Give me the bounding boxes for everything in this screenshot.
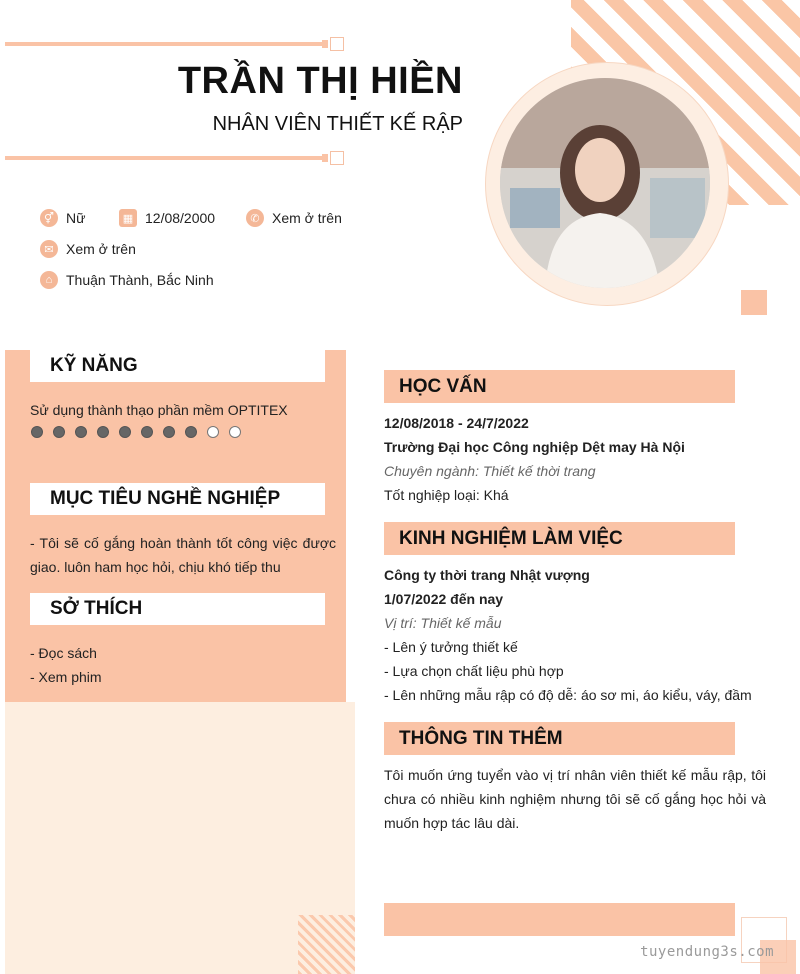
hobby-item: - Đọc sách — [30, 645, 97, 661]
education-grade: Tốt nghiệp loại: Khá — [384, 487, 509, 503]
header-line-top-box — [330, 37, 344, 51]
contact-gender-value: Nữ — [66, 210, 86, 226]
experience-heading: KINH NGHIỆM LÀM VIỆC — [384, 522, 735, 555]
experience-task: - Lên những mẫu rập có độ dễ: áo sơ mi, áo kiểu, váy, đầm — [384, 687, 752, 703]
experience-company: Công ty thời trang Nhật vượng — [384, 567, 590, 583]
email-icon: ✉ — [40, 240, 58, 258]
skills-heading: KỸ NĂNG — [30, 350, 325, 382]
experience-position: Vị trí: Thiết kế mẫu — [384, 615, 502, 631]
experience-period: 1/07/2022 đến nay — [384, 591, 504, 607]
header-line-bottom-cap — [322, 154, 328, 162]
contact-email-value: Xem ở trên — [66, 241, 136, 257]
skill-item: Sử dụng thành thạo phần mềm OPTITEX — [30, 402, 288, 418]
decor-square — [741, 290, 767, 315]
experience-task: - Lên ý tưởng thiết kế — [384, 639, 518, 655]
contact-address-value: Thuận Thành, Bắc Ninh — [66, 272, 214, 288]
skill-rating-dot — [141, 426, 153, 438]
extra-heading: THÔNG TIN THÊM — [384, 722, 735, 755]
skill-rating-dot — [31, 426, 43, 438]
skill-rating — [31, 426, 251, 438]
education-major: Chuyên ngành: Thiết kế thời trang — [384, 463, 596, 479]
decor-stripes-bottom-left — [298, 915, 355, 974]
contact-phone-value: Xem ở trên — [272, 210, 342, 226]
header-line-top — [5, 42, 325, 46]
decor-white-block — [735, 205, 800, 285]
contact-phone — [246, 209, 342, 227]
skill-rating-dot — [207, 426, 219, 438]
skill-rating-dot — [97, 426, 109, 438]
decor-bottom-bar — [384, 903, 735, 936]
skill-rating-dot — [75, 426, 87, 438]
calendar-icon: ▦ — [119, 209, 137, 227]
profile-photo-illustration — [500, 78, 710, 288]
experience-task: - Lựa chọn chất liệu phù hợp — [384, 663, 564, 679]
header-line-bottom — [5, 156, 325, 160]
phone-icon: ✆ — [246, 209, 264, 227]
contact-address — [40, 271, 214, 289]
objective-text: - Tôi sẽ cố gắng hoàn thành tốt công việc được giao. luôn ham học hỏi, chịu khó tiếp thu — [30, 535, 336, 575]
home-icon: ⌂ — [40, 271, 58, 289]
education-heading: HỌC VẤN — [384, 370, 735, 403]
contact-gender — [40, 209, 85, 227]
extra-text: Tôi muốn ứng tuyển vào vị trí nhân viên thiết kế mẫu rập, tôi chưa có nhiều kinh nghiệm nhưng tôi sẽ cố gắng học hỏi và muốn hợp tác lâu dài. — [384, 767, 766, 831]
candidate-role: NHÂN VIÊN THIẾT KẾ RẬP — [212, 113, 463, 135]
education-school: Trường Đại học Công nghiệp Dệt may Hà Nội — [384, 439, 685, 455]
objective-heading: MỤC TIÊU NGHỀ NGHIỆP — [30, 483, 325, 515]
skill-rating-dot — [185, 426, 197, 438]
contact-birthday — [119, 209, 215, 227]
skill-rating-dot — [229, 426, 241, 438]
education-period: 12/08/2018 - 24/7/2022 — [384, 415, 529, 431]
skill-rating-dot — [119, 426, 131, 438]
gender-icon: ⚥ — [40, 209, 58, 227]
candidate-name: TRẦN THỊ HIỀN — [177, 60, 463, 102]
profile-photo — [500, 78, 710, 288]
header-line-bottom-box — [330, 151, 344, 165]
header-line-top-cap — [322, 40, 328, 48]
skill-rating-dot — [163, 426, 175, 438]
contact-birthday-value: 12/08/2000 — [145, 210, 216, 226]
hobbies-heading: SỞ THÍCH — [30, 593, 325, 625]
hobby-item: - Xem phim — [30, 669, 102, 685]
watermark: tuyendung3s.com — [640, 944, 774, 960]
skill-rating-dot — [53, 426, 65, 438]
contact-email — [40, 240, 136, 258]
